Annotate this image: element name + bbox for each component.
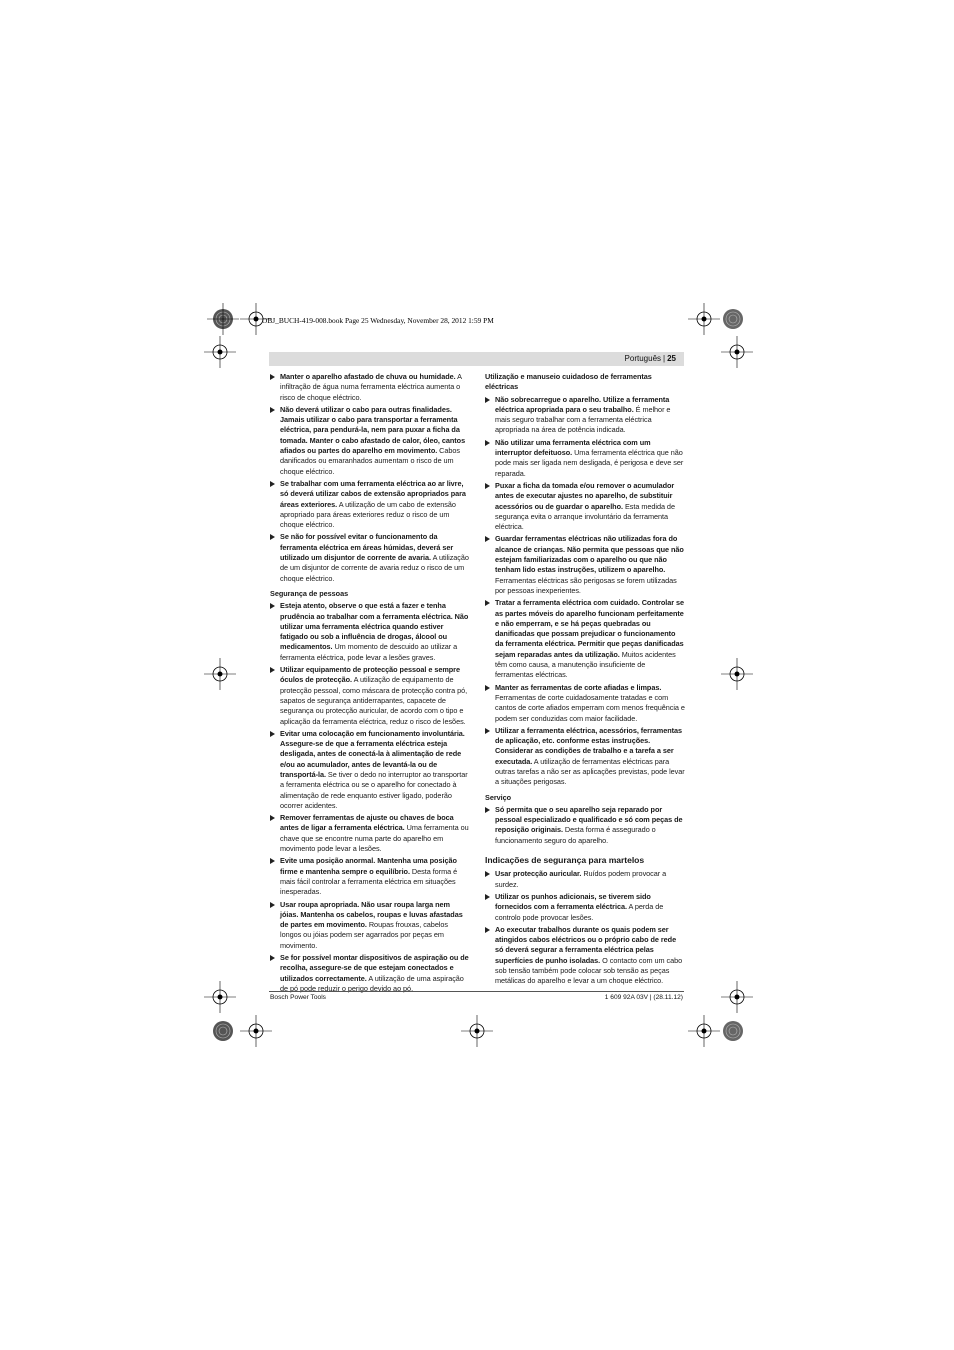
item-emphasis: Usar roupa apropriada. Não usar roupa larga nem jóias. Mantenha os cabelos, roupas e luvas afastadas de partes em movimento.: [280, 899, 463, 930]
right-column: [485, 372, 685, 989]
section-heading-service: Serviço: [485, 792, 512, 802]
registration-crosshair-icon: [719, 979, 755, 1015]
header-separator: |: [663, 354, 666, 363]
registration-rosette-icon: [205, 301, 241, 337]
triangle-bullet-icon: [485, 871, 490, 877]
list-item: [485, 805, 685, 846]
item-text: Roupas frouxas, cabelos longos ou jóias podem ser agarrados por peças em movimento.: [280, 920, 448, 950]
item-text: A utilização de um disjuntor de corrente de avaria reduz o risco de um choque eléctrico.: [280, 553, 469, 583]
triangle-bullet-icon: [270, 481, 275, 487]
item-text: Desta forma é assegurado o funcionamento seguro do aparelho.: [495, 825, 656, 845]
header-language: Português: [624, 354, 662, 363]
items-d: [485, 805, 685, 846]
list-item: [270, 601, 469, 663]
triangle-bullet-icon: [485, 440, 490, 446]
footer-code: 1 609 92A 03V | (28.11.12): [604, 994, 683, 1001]
registration-crosshair-icon: [202, 979, 238, 1015]
registration-crosshair-icon: [459, 1013, 495, 1049]
page-number: 25: [667, 354, 676, 363]
registration-rosette-icon: [715, 1013, 751, 1049]
list-item: [485, 395, 685, 436]
triangle-bullet-icon: [270, 374, 275, 380]
triangle-bullet-icon: [485, 483, 490, 489]
registration-crosshair-icon: [719, 656, 755, 692]
list-item: [485, 534, 685, 596]
item-emphasis: Só permita que o seu aparelho seja reparado por pessoal especializado e qualificado e só com peças de reposição originais.: [495, 804, 683, 835]
item-text: Uma ferramenta ou chave que se encontre numa parte do aparelho em movimento pode levar a lesões.: [280, 823, 469, 854]
list-item: [485, 683, 685, 724]
list-item: [270, 372, 469, 403]
item-emphasis: Evitar uma colocação em funcionamento involuntária. Assegure-se de que a ferramenta eléctrica esteja desligada, antes de conectá-la à alimentação de rede e/ou ao acumulador, antes de levantá-la ou de transportá-la.: [280, 728, 465, 779]
list-item: [485, 726, 685, 788]
triangle-bullet-icon: [485, 685, 490, 691]
item-text: O contacto com um cabo sob tensão também pode colocar sob tensão as peças metálicas do aparelho e levar a um choque eléctrico.: [495, 955, 683, 986]
item-text: A utilização de uma aspiração de pó pode reduzir o perigo devido ao pó.: [280, 973, 464, 993]
item-emphasis: Guardar ferramentas eléctricas não utilizadas fora do alcance de crianças. Não permita que pessoas que não estejam familiarizadas com o aparelho ou que não tenham lido estas instruções, utilizem o aparelho.: [495, 534, 684, 575]
item-emphasis: Usar protecção auricular.: [495, 869, 582, 879]
item-emphasis: Evite uma posição anormal. Mantenha uma posição firme e mantenha sempre o equilíbrio.: [280, 856, 457, 876]
item-text: A utilização de equipamento de protecção pessoal, como máscara de protecção contra pó, sapatos de segurança antiderrapantes, capacete de segurança ou protecção auricular, de acordo com o tipo e aplicação da ferramenta eléctrica, reduz o risco de lesões.: [280, 675, 468, 726]
item-emphasis: Remover ferramentas de ajuste ou chaves de boca antes de ligar a ferramenta eléctrica.: [280, 813, 454, 833]
triangle-bullet-icon: [270, 815, 275, 821]
section-heading-hammers: Indicações de segurança para martelos: [485, 855, 645, 866]
item-text: Muitos acidentes têm como causa, a manutenção insuficiente de ferramentas eléctricas.: [495, 649, 676, 680]
item-emphasis: Esteja atento, observe o que está a fazer e tenha prudência ao trabalhar com a ferramenta eléctrica. Não utilizar uma ferramenta eléctrica quando estiver fatigado ou sob a influência de drogas, álcool ou medicamentos.: [280, 601, 469, 652]
print-slug: OBJ_BUCH-419-008.book Page 25 Wednesday, November 28, 2012 1:59 PM: [262, 316, 494, 325]
item-text: É melhor e mais seguro trabalhar com a ferramenta eléctrica apropriada na área de potência indicada.: [495, 404, 671, 435]
triangle-bullet-icon: [270, 407, 275, 413]
list-item: [485, 438, 685, 479]
item-text: A utilização de ferramentas eléctricas para outras tarefas a não ser as aplicações previstas, pode levar a situações perigosas.: [495, 756, 685, 787]
registration-crosshair-icon: [238, 301, 274, 337]
item-emphasis: Não sobrecarregue o aparelho. Utilize a ferramenta eléctrica apropriada para o seu trabalho.: [495, 394, 670, 414]
item-text: Esta medida de segurança evita o arranque involuntário da ferramenta eléctrica.: [495, 501, 675, 532]
item-emphasis: Tratar a ferramenta eléctrica com cuidado. Controlar se as partes móveis do aparelho funcionam perfeitamente e não emperram, e se há peças quebradas ou danificadas que possam prejudicar o funcionamento da ferramenta eléctrica. Permitir que peças danificadas sejam reparadas antes da utilização.: [495, 598, 685, 659]
items-a: [270, 372, 469, 584]
triangle-bullet-icon: [485, 536, 490, 542]
item-emphasis: Se for possível montar dispositivos de aspiração ou de recolha, assegure-se de que estejam conectados e utilizados correctamente.: [280, 953, 469, 983]
item-emphasis: Puxar a ficha da tomada e/ou remover o acumulador antes de executar ajustes no aparelho, de substituir acessórios ou de guardar o aparelho.: [495, 480, 675, 511]
item-emphasis: Utilizar equipamento de protecção pessoal e sempre óculos de protecção.: [280, 665, 460, 685]
list-item: [270, 532, 469, 583]
item-text: Um momento de descuido ao utilizar a ferramenta eléctrica, pode levar a lesões graves.: [280, 642, 458, 662]
list-item: [270, 405, 469, 477]
items-c: [485, 395, 685, 788]
triangle-bullet-icon: [270, 858, 275, 864]
item-text: A infiltração de água numa ferramenta eléctrica aumenta o risco de choque eléctrico.: [280, 372, 462, 402]
item-text: Desta forma é mais fácil controlar a ferramenta eléctrica em situações inesperadas.: [280, 866, 458, 897]
footer-rule: [269, 991, 684, 992]
item-emphasis: Ao executar trabalhos durante os quais podem ser atingidos cabos eléctricos ou o próprio cabo de rede só deverá segurar a ferramenta eléctrica pelas superfícies de punho isoladas.: [495, 924, 677, 965]
triangle-bullet-icon: [270, 955, 275, 961]
item-emphasis: Se não for possível evitar o funcionamento da ferramenta eléctrica em áreas húmidas, deverá ser utilizado um disjuntor de corrente de avaria.: [280, 532, 454, 563]
item-text: Ferramentas eléctricas são perigosas se forem utilizadas por pessoas inexperientes.: [495, 575, 677, 595]
triangle-bullet-icon: [270, 731, 275, 737]
registration-crosshair-icon: [238, 1013, 274, 1049]
item-text: Se tiver o dedo no interruptor ao transportar a ferramenta eléctrica ou se o aparelho for conectado à alimentação de rede enquanto estiver ligado, poderão ocorrer acidentes.: [280, 769, 468, 810]
section-heading-tool-use: Utilização e manuseio cuidadoso de ferramentas eléctricas: [485, 372, 652, 392]
registration-crosshair-icon: [202, 656, 238, 692]
item-emphasis: Não utilizar uma ferramenta eléctrica com um interruptor defeituoso.: [495, 437, 651, 458]
triangle-bullet-icon: [485, 894, 490, 900]
triangle-bullet-icon: [270, 534, 275, 540]
item-text: Ruídos podem provocar a surdez.: [495, 869, 667, 889]
item-emphasis: Utilizar os punhos adicionais, se tiverem sido fornecidos com a ferramenta eléctrica.: [495, 891, 651, 912]
triangle-bullet-icon: [485, 600, 490, 606]
triangle-bullet-icon: [485, 397, 490, 403]
list-item: [270, 953, 469, 994]
left-column: [270, 372, 469, 996]
header-text: [625, 354, 676, 364]
item-emphasis: Manter o aparelho afastado de chuva ou humidade.: [280, 372, 456, 381]
triangle-bullet-icon: [485, 807, 490, 813]
item-text: Cabos danificados ou emaranhados aumentam o risco de um choque eléctrico.: [280, 446, 461, 476]
triangle-bullet-icon: [485, 927, 490, 933]
triangle-bullet-icon: [270, 603, 275, 609]
item-emphasis: Utilizar a ferramenta eléctrica, acessórios, ferramentas de aplicação, etc. conforme estas instruções. Considerar as condições de trabalho e a tarefa a ser executada.: [495, 725, 683, 766]
registration-crosshair-icon: [719, 334, 755, 370]
items-e: [485, 869, 685, 986]
item-emphasis: Manter as ferramentas de corte afiadas e limpas.: [495, 682, 662, 692]
triangle-bullet-icon: [270, 667, 275, 673]
registration-rosette-icon: [205, 1013, 241, 1049]
list-item: [270, 479, 469, 530]
item-text: A perda de controlo pode provocar lesões.: [495, 902, 664, 922]
item-emphasis: Se trabalhar com uma ferramenta eléctrica ao ar livre, só deverá utilizar cabos de extensão apropriados para áreas exteriores.: [280, 478, 466, 509]
list-item: [485, 892, 685, 923]
registration-rosette-icon: [715, 301, 751, 337]
list-item: [485, 598, 685, 680]
list-item: [485, 481, 685, 532]
item-emphasis: Não deverá utilizar o cabo para outras finalidades. Jamais utilizar o cabo para transportar a ferramenta eléctrica, para pendurá-la, nem para puxar a ficha da tomada. Manter o cabo afastado de calor, óleo, cantos afiados ou partes do aparelho em movimento.: [280, 404, 466, 456]
item-text: Uma ferramenta eléctrica que não pode mais ser ligada nem desligada, é perigosa e deve ser reparada.: [495, 448, 684, 478]
triangle-bullet-icon: [270, 902, 275, 908]
list-item: [270, 813, 469, 854]
list-item: [485, 869, 685, 890]
section-heading-personal-safety: Segurança de pessoas: [270, 588, 349, 598]
triangle-bullet-icon: [485, 728, 490, 734]
list-item: [270, 856, 469, 897]
list-item: [270, 729, 469, 811]
footer-brand: Bosch Power Tools: [270, 994, 326, 1001]
list-item: [485, 925, 685, 987]
item-text: A utilização de um cabo de extensão apropriado para áreas exteriores reduz o risco de um choque eléctrico.: [280, 499, 456, 530]
list-item: [270, 900, 469, 951]
items-b: [270, 601, 469, 994]
item-text: Ferramentas de corte cuidadosamente tratadas e com cantos de corte afiados emperram com menos frequência e podem ser conduzidas com maior facilidade.: [495, 692, 685, 723]
page-header: [269, 352, 684, 366]
list-item: [270, 665, 469, 727]
registration-crosshair-icon: [202, 334, 238, 370]
